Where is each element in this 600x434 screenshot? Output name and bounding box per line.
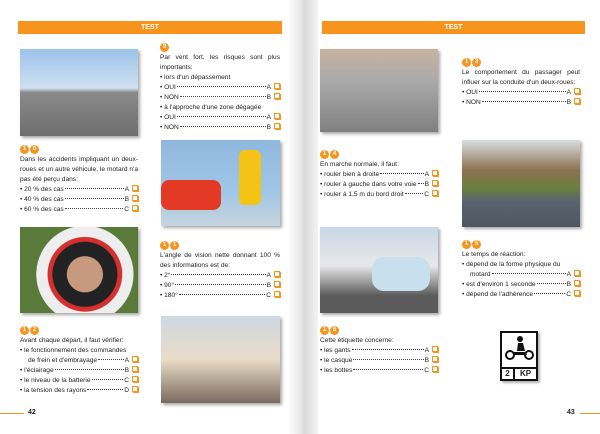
option-letter: A bbox=[124, 357, 129, 364]
leader-dots bbox=[418, 183, 424, 184]
page-number-right: 43 bbox=[567, 409, 575, 416]
question-q15 bbox=[462, 240, 580, 300]
option-label: • l'éclairage bbox=[20, 367, 54, 374]
answer-option[interactable] bbox=[20, 376, 138, 386]
option-letter: B bbox=[566, 99, 571, 106]
answer-checkbox[interactable] bbox=[432, 180, 438, 186]
answer-option[interactable] bbox=[20, 185, 138, 195]
option-letter: A bbox=[124, 186, 129, 193]
question-q9 bbox=[160, 43, 280, 133]
answer-checkbox[interactable] bbox=[574, 88, 580, 94]
page-rule-left bbox=[0, 413, 24, 414]
page-rule-right bbox=[580, 413, 600, 414]
option-letter: C bbox=[124, 377, 129, 384]
option-subheading bbox=[160, 73, 280, 83]
answer-checkbox[interactable] bbox=[274, 291, 280, 297]
leader-dots bbox=[65, 188, 124, 189]
question-number-digit: 1 bbox=[462, 240, 471, 249]
option-label: • 40 % des cas bbox=[20, 196, 64, 203]
question-number-digit: 2 bbox=[30, 326, 39, 335]
answer-option[interactable] bbox=[320, 346, 438, 356]
option-letter: B bbox=[266, 282, 271, 289]
photo-country-road bbox=[462, 140, 580, 227]
answer-option[interactable] bbox=[20, 205, 138, 215]
question-number-digit: 3 bbox=[472, 58, 481, 67]
question-text: Avant chaque départ, il faut vérifier: bbox=[20, 337, 124, 344]
leader-dots bbox=[482, 101, 566, 102]
leader-dots bbox=[353, 369, 423, 370]
question-number-digit: 1 bbox=[20, 326, 29, 335]
option-label: • le casque bbox=[320, 357, 353, 364]
option-letter: C bbox=[566, 291, 571, 298]
answer-checkbox[interactable] bbox=[574, 98, 580, 104]
option-subheading bbox=[160, 103, 280, 113]
option-label: • 60 % des cas bbox=[20, 206, 64, 213]
answer-option[interactable] bbox=[320, 366, 438, 376]
answer-checkbox[interactable] bbox=[574, 280, 580, 286]
question-number-digit: 9 bbox=[160, 43, 169, 52]
question-text: En marche normale, il faut: bbox=[320, 161, 399, 168]
leader-dots bbox=[180, 126, 266, 127]
answer-checkbox[interactable] bbox=[432, 346, 438, 352]
answer-checkbox[interactable] bbox=[132, 356, 138, 362]
answer-checkbox[interactable] bbox=[132, 366, 138, 372]
option-letter: B bbox=[424, 181, 429, 188]
photo-motorcycle-highway bbox=[20, 49, 138, 136]
leader-dots bbox=[405, 193, 424, 194]
answer-option[interactable] bbox=[160, 281, 280, 291]
option-letter: D bbox=[124, 387, 129, 394]
answer-option[interactable] bbox=[160, 271, 280, 281]
answer-option[interactable] bbox=[462, 270, 580, 280]
option-letter: B bbox=[124, 367, 129, 374]
question-number-digit: 1 bbox=[320, 150, 329, 159]
leader-dots bbox=[353, 359, 423, 360]
question-number-digit: 5 bbox=[472, 240, 481, 249]
answer-checkbox[interactable] bbox=[274, 281, 280, 287]
leader-dots bbox=[65, 198, 124, 199]
answer-checkbox[interactable] bbox=[432, 356, 438, 362]
option-label: • NON bbox=[160, 94, 179, 101]
option-label: • lors d'un dépassement bbox=[160, 74, 231, 81]
leader-dots bbox=[65, 208, 124, 209]
helmet-label-sign bbox=[500, 331, 538, 381]
answer-option[interactable] bbox=[320, 180, 438, 190]
question-number-digit: 1 bbox=[160, 241, 169, 250]
photo-motorcycle-car bbox=[320, 227, 438, 313]
answer-checkbox[interactable] bbox=[574, 290, 580, 296]
option-letter: A bbox=[566, 271, 571, 278]
leader-dots bbox=[380, 173, 423, 174]
question-number bbox=[20, 145, 138, 154]
answer-option[interactable] bbox=[160, 93, 280, 103]
option-label: • la tension des rayons bbox=[20, 387, 87, 394]
option-subheading bbox=[20, 346, 138, 356]
leader-dots bbox=[492, 273, 566, 274]
answer-option[interactable] bbox=[160, 113, 280, 123]
answer-checkbox[interactable] bbox=[432, 170, 438, 176]
question-number bbox=[462, 240, 580, 249]
answer-checkbox[interactable] bbox=[274, 93, 280, 99]
option-label: • les gants bbox=[320, 347, 351, 354]
option-letter: C bbox=[424, 191, 429, 198]
question-text: Le comportement du passager peut influer sur la conduite d'un deux-roues: bbox=[462, 69, 580, 86]
question-number-digit: 1 bbox=[170, 241, 179, 250]
question-number-digit: 0 bbox=[30, 145, 39, 154]
photo-helmet bbox=[20, 227, 138, 313]
question-q10 bbox=[20, 145, 138, 215]
option-label: • dépend de l'adhérence bbox=[462, 291, 534, 298]
option-label: • NON bbox=[462, 99, 481, 106]
option-label: • 90° bbox=[160, 282, 175, 289]
leader-dots bbox=[175, 284, 265, 285]
option-label: • le fonctionnement des commandes bbox=[20, 347, 127, 354]
option-letter: A bbox=[266, 272, 271, 279]
question-text: Dans les accidents impliquant un deux-roues et un autre véhicule, le motard n'a pas été perçu dans: bbox=[20, 156, 138, 183]
sign-code: KP bbox=[519, 369, 532, 378]
option-label: • OUI bbox=[160, 114, 176, 121]
leader-dots bbox=[534, 293, 565, 294]
answer-option[interactable] bbox=[320, 356, 438, 366]
option-label: • est d'environ 1 seconde bbox=[462, 281, 536, 288]
option-label: • NON bbox=[160, 124, 179, 131]
photo-motorcycle-street bbox=[161, 316, 280, 403]
leader-dots bbox=[55, 369, 124, 370]
option-label: • le niveau de la batterie bbox=[20, 377, 91, 384]
question-text: Cette étiquette concerne: bbox=[320, 337, 394, 344]
option-label: motard bbox=[470, 271, 491, 278]
option-label: • 180° bbox=[160, 292, 178, 299]
answer-option[interactable] bbox=[20, 366, 138, 376]
answer-checkbox[interactable] bbox=[132, 376, 138, 382]
answer-checkbox[interactable] bbox=[574, 270, 580, 276]
answer-option[interactable] bbox=[20, 386, 138, 396]
option-label: • les bottes bbox=[320, 367, 353, 374]
question-q12 bbox=[20, 326, 138, 396]
answer-option[interactable] bbox=[160, 123, 280, 133]
question-text: Le temps de réaction: bbox=[462, 251, 526, 258]
question-number-digit: 1 bbox=[20, 145, 29, 154]
option-label: • rouler bien à droite bbox=[320, 171, 380, 178]
motorcycle-icon bbox=[502, 333, 536, 367]
leader-dots bbox=[180, 96, 266, 97]
question-q13 bbox=[462, 58, 580, 108]
option-letter: B bbox=[124, 196, 129, 203]
answer-checkbox[interactable] bbox=[432, 190, 438, 196]
answer-option[interactable] bbox=[20, 195, 138, 205]
question-q16 bbox=[320, 326, 438, 376]
option-letter: A bbox=[266, 84, 271, 91]
answer-option[interactable] bbox=[462, 290, 580, 300]
answer-checkbox[interactable] bbox=[274, 271, 280, 277]
leader-dots bbox=[352, 349, 424, 350]
question-number bbox=[20, 326, 138, 335]
answer-option[interactable] bbox=[320, 190, 438, 200]
answer-option[interactable] bbox=[160, 291, 280, 301]
answer-option[interactable] bbox=[160, 83, 280, 93]
sign-class: 2 bbox=[502, 369, 515, 379]
page-number-left: 42 bbox=[28, 409, 36, 416]
question-number bbox=[320, 326, 438, 335]
option-letter: B bbox=[266, 124, 271, 131]
book-spine bbox=[288, 0, 318, 434]
question-number bbox=[160, 43, 280, 52]
answer-checkbox[interactable] bbox=[432, 366, 438, 372]
option-label: • 2° bbox=[160, 272, 171, 279]
photo-motorcycle-passenger bbox=[320, 49, 438, 132]
leader-dots bbox=[87, 389, 123, 390]
option-label: • rouler à 1,5 m du bord droit bbox=[320, 191, 404, 198]
question-number-digit: 1 bbox=[320, 326, 329, 335]
answer-checkbox[interactable] bbox=[132, 386, 138, 392]
option-letter: B bbox=[424, 357, 429, 364]
option-letter: A bbox=[266, 114, 271, 121]
option-letter: C bbox=[266, 292, 271, 299]
answer-checkbox[interactable] bbox=[132, 205, 138, 211]
option-letter: B bbox=[566, 281, 571, 288]
question-q11 bbox=[160, 241, 280, 301]
answer-checkbox[interactable] bbox=[274, 83, 280, 89]
illustration-car-door-motorcyclist bbox=[161, 140, 280, 226]
leader-dots bbox=[177, 86, 266, 87]
option-label: • dépend de la forme physique du bbox=[462, 261, 561, 268]
question-number bbox=[320, 150, 438, 159]
answer-checkbox[interactable] bbox=[274, 113, 280, 119]
question-number-digit: 4 bbox=[330, 150, 339, 159]
leader-dots bbox=[92, 379, 124, 380]
option-letter: A bbox=[566, 89, 571, 96]
leader-dots bbox=[98, 359, 124, 360]
option-letter: A bbox=[424, 171, 429, 178]
answer-option[interactable] bbox=[20, 356, 138, 366]
answer-checkbox[interactable] bbox=[132, 185, 138, 191]
answer-option[interactable] bbox=[320, 170, 438, 180]
answer-checkbox[interactable] bbox=[132, 195, 138, 201]
answer-checkbox[interactable] bbox=[274, 123, 280, 129]
section-header-left: TEST bbox=[18, 21, 282, 34]
option-label: • OUI bbox=[462, 89, 478, 96]
option-label: • à l'approche d'une zone dégagée bbox=[160, 104, 262, 111]
option-letter: A bbox=[424, 347, 429, 354]
question-q14 bbox=[320, 150, 438, 200]
answer-option[interactable] bbox=[462, 280, 580, 290]
answer-option[interactable] bbox=[462, 88, 580, 98]
option-label: • rouler à gauche dans votre voie bbox=[320, 181, 417, 188]
leader-dots bbox=[479, 91, 566, 92]
question-number-digit: 6 bbox=[330, 326, 339, 335]
leader-dots bbox=[179, 294, 265, 295]
option-letter: C bbox=[424, 367, 429, 374]
option-letter: C bbox=[124, 206, 129, 213]
option-label: • 20 % des cas bbox=[20, 186, 64, 193]
answer-option[interactable] bbox=[462, 98, 580, 108]
option-subheading bbox=[462, 260, 580, 270]
question-number bbox=[462, 58, 580, 67]
option-label: de frein et d'embrayage bbox=[28, 357, 98, 364]
question-number bbox=[160, 241, 280, 250]
leader-dots bbox=[177, 116, 266, 117]
option-letter: B bbox=[266, 94, 271, 101]
leader-dots bbox=[171, 274, 265, 275]
question-text: Par vent fort, les risques sont plus importants: bbox=[160, 54, 280, 71]
leader-dots bbox=[537, 283, 566, 284]
section-header-right: TEST bbox=[322, 21, 585, 34]
question-text: L'angle de vision nette donnant 100 % des informations est de: bbox=[160, 252, 280, 269]
option-label: • OUI bbox=[160, 84, 176, 91]
question-number-digit: 1 bbox=[462, 58, 471, 67]
